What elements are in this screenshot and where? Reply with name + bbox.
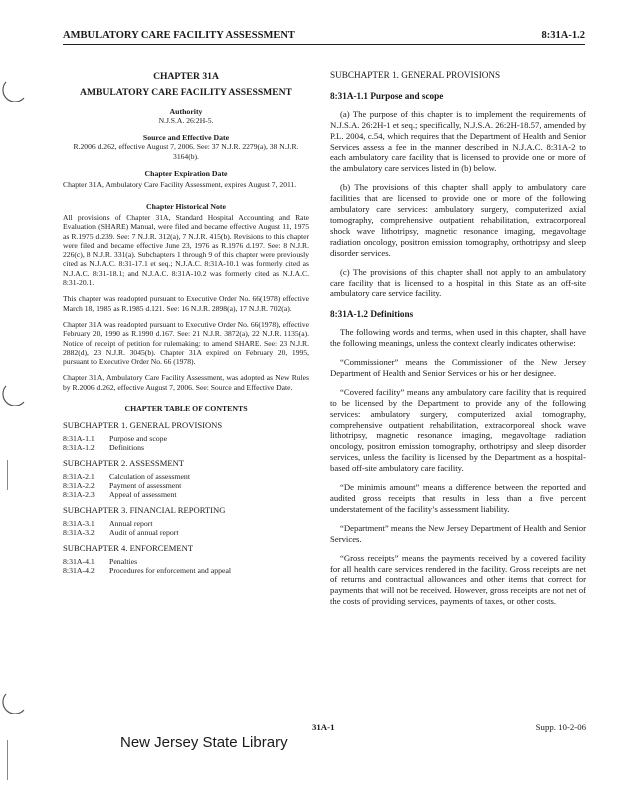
authority-heading: Authority xyxy=(169,106,203,116)
toc-group xyxy=(63,544,309,575)
subchapter-heading: SUBCHAPTER 1. GENERAL PROVISIONS xyxy=(330,70,501,80)
history-paragraph: Chapter 31A was readopted pursuant to Executive Order No. 66(1978), effective February 20, 1990 as R.1990 d.167. See: 21 N.J.R. 3872(a), 22 N.J.R. 1135(a). Notice of receipt of petition for rulemaking: to amend SHARE. See: 23 N.J.R. 2882(d), 23 N.J.R. 3045(b). Chapter 31A expired on February 20, 1995, pursuant to Executive Order No. 66 (1978). xyxy=(63,319,309,367)
body-paragraph: “Department” means the New Jersey Department of Health and Senior Services. xyxy=(330,522,586,544)
body-paragraph: (b) The provisions of this chapter shall apply to ambulatory care facilities that are licensed to provide one or more of the following ambulatory care services: ambulatory surgery, computerized axial tomography, comprehensive outpatient rehabilitation, extracorporeal shock wave lithotripsy, magnetic resonance imaging, megavoltage radiation oncology, positron emission tomography, orthotripsy and sleep disorder services. xyxy=(330,182,586,258)
supplement-date: Supp. 10-2-06 xyxy=(535,722,586,732)
header-title: AMBULATORY CARE FACILITY ASSESSMENT xyxy=(63,30,295,41)
toc-subchapter: SUBCHAPTER 4. ENFORCEMENT xyxy=(63,543,194,554)
toc-heading: CHAPTER TABLE OF CONTENTS xyxy=(124,404,248,414)
toc-subchapter: SUBCHAPTER 1. GENERAL PROVISIONS xyxy=(63,420,223,431)
body-paragraph: “Covered facility” means any ambulatory care facility that is required to be licensed by the Department to provide any of the following services: ambulatory surgery, computerized axial tomography, comprehensive outpatient rehabilitation, extracorporeal shock wave lithotripsy, magnetic resonance imaging, megavoltage radiation oncology, positron emission tomography, orthotripsy and sleep disorder services, unless the facility is licensed by the Department as a hospital-based off-site ambulatory care facility. xyxy=(330,386,586,474)
toc-entry: 8:31A-3.2 Audit of annual report xyxy=(63,527,179,537)
right-column xyxy=(330,70,586,615)
toc-entry: 8:31A-2.3 Appeal of assessment xyxy=(63,490,177,500)
expiration-text: Chapter 31A, Ambulatory Care Facility Assessment, expires August 7, 2011. xyxy=(63,180,297,190)
binder-hole-icon xyxy=(2,690,28,714)
body-paragraph: (c) The provisions of this chapter shall not apply to an ambulatory care facility that is licensed to a hospital in this State as an off-site ambulatory care service facility. xyxy=(330,266,586,299)
toc-subchapter: SUBCHAPTER 2. ASSESSMENT xyxy=(63,458,185,469)
toc-entry: 8:31A-3.1 Annual report xyxy=(63,518,153,528)
body-paragraph: “De minimis amount” means a difference between the reported and audited gross receipts that results in less than a five percent understatement of the facility’s assessment liability. xyxy=(330,482,586,514)
toc-entry: 8:31A-2.1 Calculation of assessment xyxy=(63,471,190,481)
toc-entry: 8:31A-4.1 Penalties xyxy=(63,556,138,566)
toc-group xyxy=(63,459,309,499)
chapter-title: AMBULATORY CARE FACILITY ASSESSMENT xyxy=(80,87,292,99)
toc-entry: 8:31A-2.2 Payment of assessment xyxy=(63,480,182,490)
scan-mark xyxy=(7,460,8,490)
page-number: 31A-1 xyxy=(312,722,335,732)
toc-subchapter: SUBCHAPTER 3. FINANCIAL REPORTING xyxy=(63,505,226,516)
binder-hole-icon xyxy=(2,382,28,406)
expiration-heading: Chapter Expiration Date xyxy=(144,169,228,179)
history-paragraph: All provisions of Chapter 31A, Standard Hospital Accounting and Rate Evaluation (SHARE) Manual, were filed and became effective August 11, 1975 as R.1975 d.239. See: 7 N.J.R. 312(a), 7 N.J.R. 415(b). Revisions to this chapter were filed and became effective June 23, 1976 as R.1976 d.197. See: 8 N.J.R. 226(c), 8 N.J.R. 331(a). Subchapters 1 through 9 of this chapter were previously cited as N.J.A.C. 8:31-17.1 et seq.; N.J.A.C. 8:31A-10.1 was formerly cited as N.J.A.C. 8:31-18.1; and N.J.A.C. 8:31A-10.2 was formerly cited as N.J.A.C. 8:31-20.1. xyxy=(63,212,309,288)
toc-entry: 8:31A-4.2 Procedures for enforcement and appeal xyxy=(63,565,232,575)
binder-hole-icon xyxy=(2,78,28,102)
toc-group xyxy=(63,506,309,537)
library-stamp: New Jersey State Library xyxy=(120,734,288,751)
left-column xyxy=(63,64,309,575)
history-paragraph: This chapter was readopted pursuant to Executive Order No. 66(1978) effective March 18, 1985 as R.1985 d.121. See: 16 N.J.R. 2898(a), 17 N.J.R. 702(a). xyxy=(63,294,309,313)
history-heading: Chapter Historical Note xyxy=(146,201,226,211)
section-heading-purpose: 8:31A-1.1 Purpose and scope xyxy=(330,90,444,101)
history-paragraph: Chapter 31A, Ambulatory Care Facility Assessment, was adopted as New Rules by R.2006 d.262, effective August 7, 2006. See: Source and Effective Date. xyxy=(63,373,309,392)
toc-group xyxy=(63,421,309,452)
body-paragraph: “Commissioner” means the Commissioner of the New Jersey Department of Health and Senior Services or his or her designee. xyxy=(330,357,586,378)
body-paragraph: (a) The purpose of this chapter is to implement the requirements of N.J.S.A. 26:2H-1 et seq.; specifically, N.J.S.A. 26:2H-18.57, amended by P.L. 2004, c.54, which requires that the Department of Health and Senior Services assess a fee in the manner described in N.J.A.C. 8:31A-2 to each ambulatory care facility that is licensed to provide one or more of the ambulatory care services listed in (b) below. xyxy=(330,108,586,174)
toc-entry: 8:31A-1.2 Definitions xyxy=(63,442,145,452)
source-heading: Source and Effective Date xyxy=(142,133,230,143)
source-text: R.2006 d.262, effective August 7, 2006. See: 37 N.J.R. 2279(a), 38 N.J.R. 3164(b). xyxy=(73,142,299,161)
body-paragraph: The following words and terms, when used in this chapter, shall have the following meanings, unless the context clearly indicates otherwise: xyxy=(330,327,586,349)
running-header xyxy=(63,30,585,45)
header-section: 8:31A-1.2 xyxy=(541,30,585,41)
body-paragraph: “Gross receipts” means the payments received by a covered facility for all health care services rendered in the facility. Gross receipts are net of returns and contractual allowances and other items that correct for payments that will not be received. However, gross receipts are not net of the costs of providing services, payments of taxes, or other costs. xyxy=(330,552,586,607)
chapter-label: CHAPTER 31A xyxy=(153,71,219,82)
toc-entry: 8:31A-1.1 Purpose and scope xyxy=(63,433,168,443)
scan-mark xyxy=(7,740,8,780)
section-heading-definitions: 8:31A-1.2 Definitions xyxy=(330,309,414,320)
authority-text: N.J.S.A. 26:2H-5. xyxy=(158,115,214,125)
